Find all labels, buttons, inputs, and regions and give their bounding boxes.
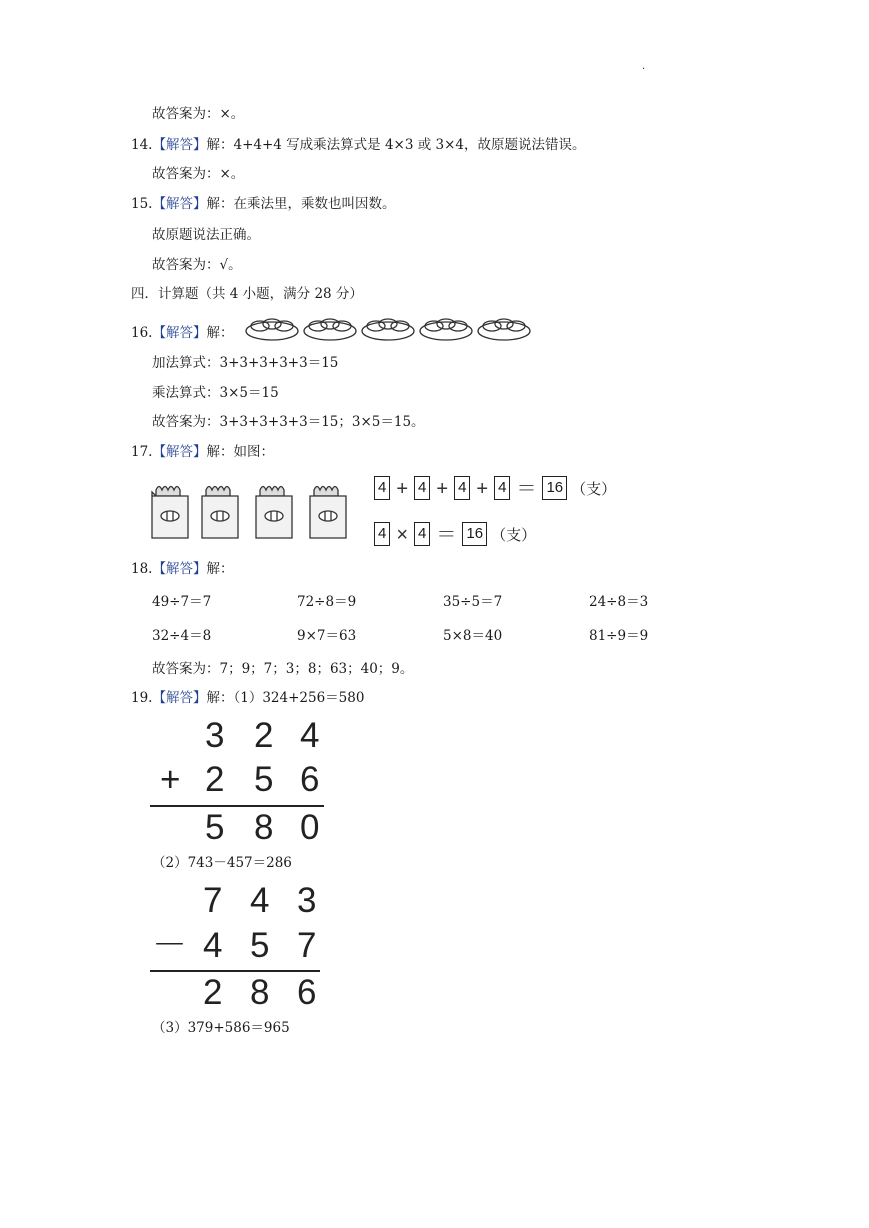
q16-text: 解： <box>206 325 234 341</box>
grid-cell: 72÷8＝9 <box>297 594 357 610</box>
number-box: 4 <box>414 522 430 546</box>
q18-text: 解： <box>206 561 234 577</box>
q18-line <box>131 560 233 578</box>
q14-line <box>131 136 586 154</box>
header-mark: . <box>642 61 646 72</box>
question-number: 19. <box>131 690 153 706</box>
q17-text: 解：如图： <box>206 444 274 460</box>
number-box: 4 <box>374 476 390 500</box>
number-box: 4 <box>494 476 510 500</box>
q14-text: 解：4+4+4 写成乘法算式是 4×3 或 3×4，故原题说法错误。 <box>206 137 586 153</box>
answer-line: 故答案为：×。 <box>152 166 245 182</box>
pencil-box-icon <box>310 487 346 539</box>
q15-line <box>131 195 395 213</box>
plate-icon <box>304 319 356 340</box>
q17-line <box>131 443 274 461</box>
q16-addition: 加法算式：3+3+3+3+3＝15 <box>152 355 339 371</box>
question-number: 17. <box>131 444 153 460</box>
digit: 3 <box>205 716 225 755</box>
digit: 4 <box>300 716 320 755</box>
grid-cell: 5×8＝40 <box>443 628 503 644</box>
question-number: 14. <box>131 137 153 153</box>
digit: 5 <box>250 926 270 965</box>
q19-part2: （2）743－457＝286 <box>152 855 292 871</box>
sum-line <box>150 805 324 807</box>
q15-text: 解：在乘法里，乘数也叫因数。 <box>206 196 396 212</box>
digit: 6 <box>300 760 320 799</box>
q19-text: 解：（1）324+256＝580 <box>206 690 365 706</box>
digit: 2 <box>254 716 274 755</box>
plate-icon <box>420 319 472 340</box>
digit: 4 <box>250 881 270 920</box>
plate-icon <box>362 319 414 340</box>
q19-part3: （3）379+586＝965 <box>152 1020 290 1036</box>
equals-sign: ＝ <box>436 524 457 546</box>
plate-icon <box>478 319 530 340</box>
plate-icon <box>246 319 298 340</box>
equals-sign: ＝ <box>516 478 537 500</box>
unit-label: （支） <box>491 526 537 544</box>
result-box: 16 <box>462 522 487 546</box>
answer-tag: 【解答】 <box>152 196 207 212</box>
digit: 7 <box>203 881 223 920</box>
plus-sign: + <box>436 478 449 500</box>
question-number: 18. <box>131 561 153 577</box>
q19-line <box>131 689 364 707</box>
q15-conclusion: 故原题说法正确。 <box>152 227 260 243</box>
q16-line <box>131 324 233 342</box>
digit: 5 <box>254 760 274 799</box>
pencil-boxes-figure <box>150 482 360 542</box>
question-number: 15. <box>131 196 153 212</box>
answer-line: 故答案为：×。 <box>152 106 245 122</box>
grid-cell: 81÷9＝9 <box>589 628 649 644</box>
plates-figure <box>244 313 534 343</box>
section-title: 四．计算题（共 4 小题，满分 28 分） <box>131 286 363 302</box>
q17-addition-equation <box>372 476 616 502</box>
plus-sign: + <box>476 478 489 500</box>
answer-tag: 【解答】 <box>152 690 207 706</box>
times-sign: × <box>396 524 409 546</box>
digit: 2 <box>203 973 223 1012</box>
digit: 0 <box>300 808 320 847</box>
minus-operator: － <box>152 926 188 965</box>
number-box: 4 <box>374 522 390 546</box>
pencil-box-icon <box>256 487 292 539</box>
digit: 8 <box>254 808 274 847</box>
answer-tag: 【解答】 <box>152 325 207 341</box>
digit: 8 <box>250 973 270 1012</box>
answer-tag: 【解答】 <box>152 444 207 460</box>
number-box: 4 <box>454 476 470 500</box>
answer-tag: 【解答】 <box>152 137 207 153</box>
digit: 2 <box>205 760 225 799</box>
grid-cell: 32÷4＝8 <box>152 628 212 644</box>
q16-multiplication: 乘法算式：3×5＝15 <box>152 385 279 401</box>
grid-cell: 35÷5＝7 <box>443 594 503 610</box>
answer-line: 故答案为：7；9；7；3；8；63；40；9。 <box>152 661 414 677</box>
pencil-box-icon <box>202 487 238 539</box>
answer-line: 故答案为：3+3+3+3+3＝15；3×5＝15。 <box>152 414 425 430</box>
difference-line <box>150 970 320 972</box>
grid-cell: 9×7＝63 <box>297 628 357 644</box>
pencil-box-icon <box>152 487 188 539</box>
q17-multiplication-equation <box>372 522 536 548</box>
answer-line: 故答案为：√。 <box>152 257 242 273</box>
digit: 6 <box>297 973 317 1012</box>
unit-label: （支） <box>571 480 617 498</box>
digit: 7 <box>297 926 317 965</box>
digit: 4 <box>203 926 223 965</box>
answer-tag: 【解答】 <box>152 561 207 577</box>
digit: 3 <box>297 881 317 920</box>
number-box: 4 <box>414 476 430 500</box>
digit: 5 <box>205 808 225 847</box>
result-box: 16 <box>542 476 567 500</box>
grid-cell: 49÷7＝7 <box>152 594 212 610</box>
grid-cell: 24÷8＝3 <box>589 594 649 610</box>
plus-operator: + <box>160 760 181 799</box>
plus-sign: + <box>396 478 409 500</box>
question-number: 16. <box>131 325 153 341</box>
